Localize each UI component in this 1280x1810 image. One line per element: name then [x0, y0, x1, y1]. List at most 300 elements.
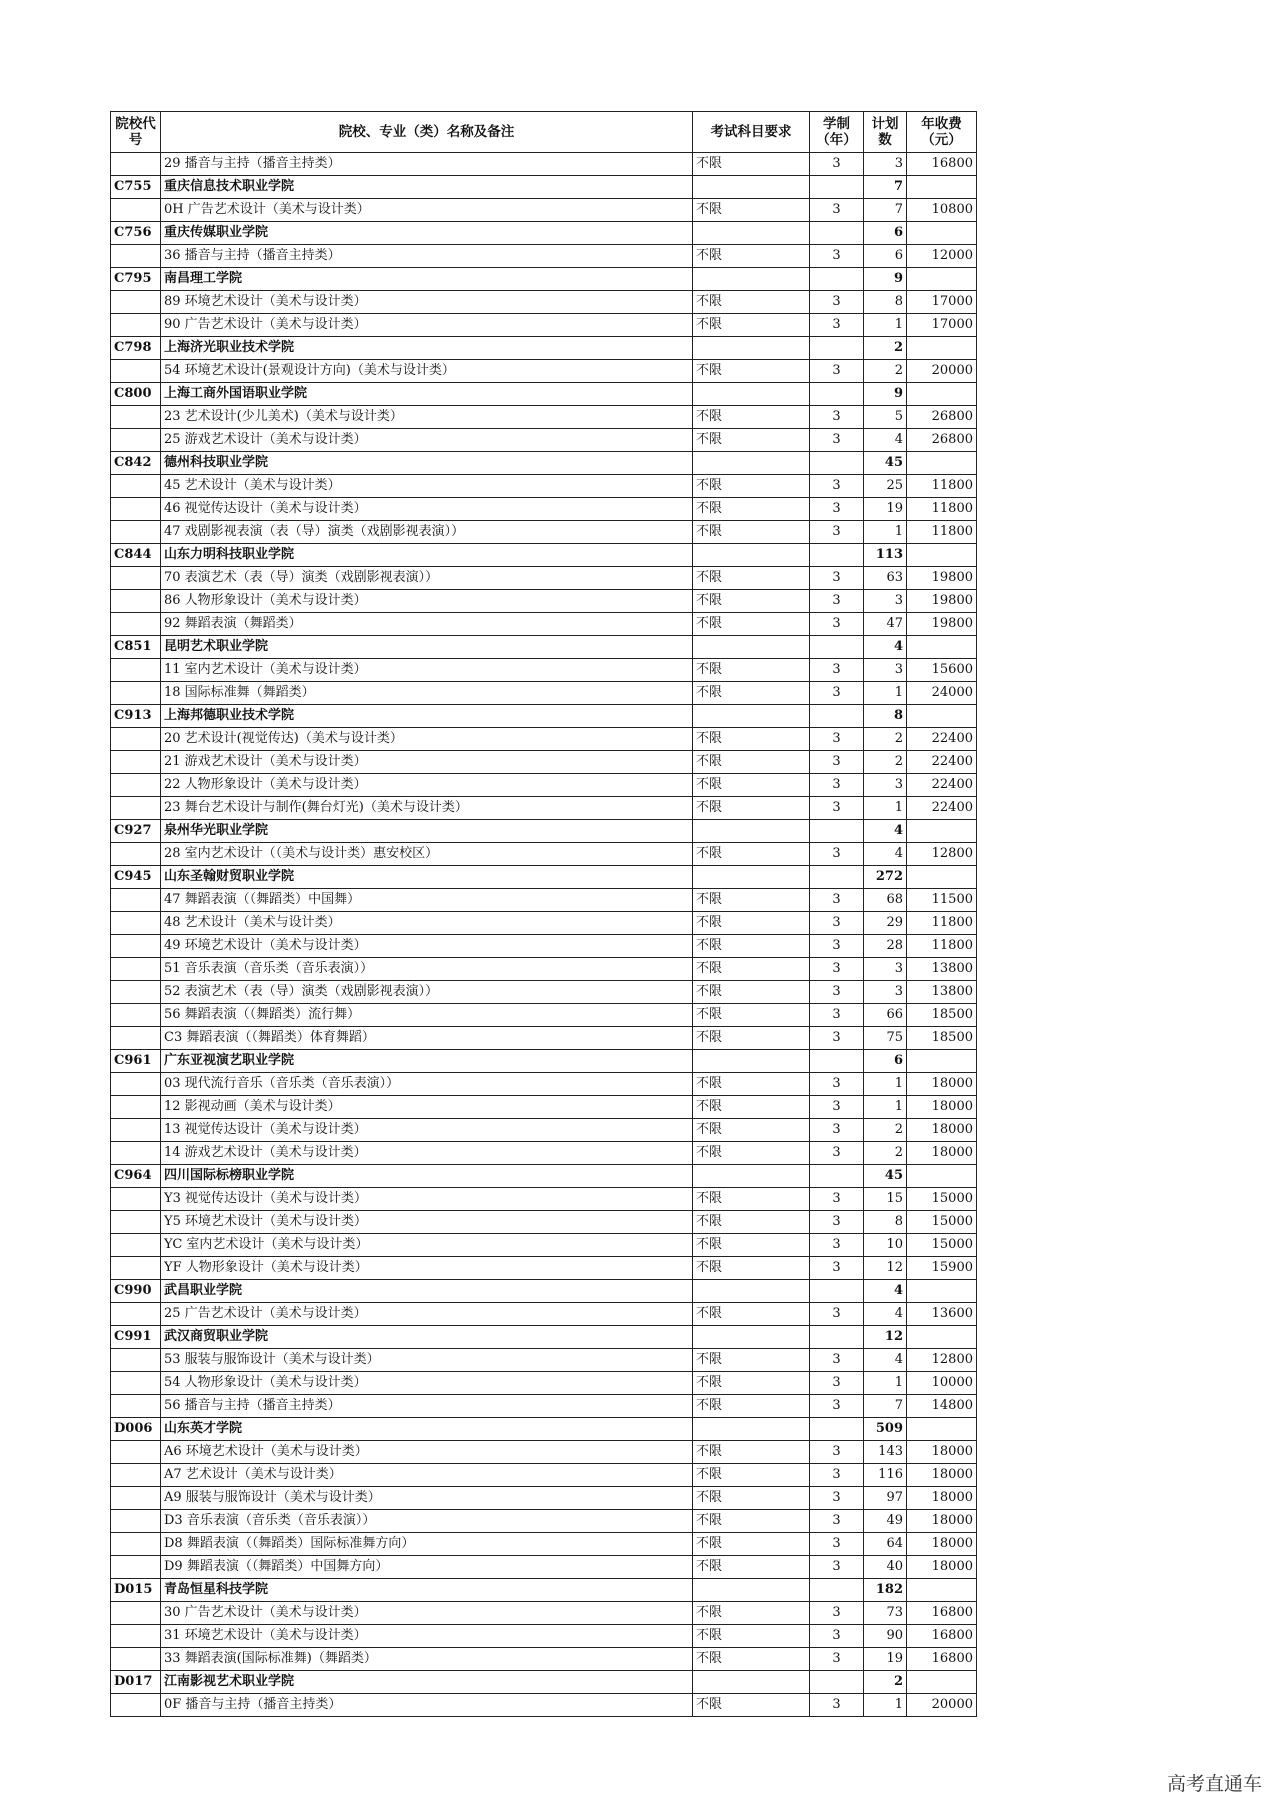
admission-plan-table	[110, 111, 977, 1717]
annual-fee-cell	[907, 222, 977, 245]
school-code-cell	[111, 1556, 161, 1579]
name-cell: 30 广告艺术设计（美术与设计类）	[161, 1602, 693, 1625]
school-code-cell	[111, 429, 161, 452]
name-cell: D3 音乐表演（音乐类（音乐表演））	[161, 1510, 693, 1533]
years-cell	[810, 1280, 864, 1303]
plan-count-cell: 1	[864, 1372, 907, 1395]
name-cell: 山东英才学院	[161, 1418, 693, 1441]
school-row	[111, 268, 977, 291]
school-code-cell	[111, 567, 161, 590]
plan-count-cell: 3	[864, 659, 907, 682]
annual-fee-cell: 16800	[907, 153, 977, 176]
annual-fee-cell: 18500	[907, 1027, 977, 1050]
annual-fee-cell	[907, 1418, 977, 1441]
plan-count-cell: 182	[864, 1579, 907, 1602]
major-row	[111, 406, 977, 429]
school-code-cell	[111, 1510, 161, 1533]
name-cell: 四川国际标榜职业学院	[161, 1165, 693, 1188]
school-code-cell	[111, 1211, 161, 1234]
exam-requirement-cell: 不限	[693, 1234, 810, 1257]
plan-count-cell: 8	[864, 705, 907, 728]
years-cell	[810, 383, 864, 406]
name-cell: 28 室内艺术设计（（美术与设计类）惠安校区）	[161, 843, 693, 866]
years-cell	[810, 222, 864, 245]
exam-requirement-cell	[693, 383, 810, 406]
exam-requirement-cell: 不限	[693, 498, 810, 521]
plan-count-cell: 19	[864, 498, 907, 521]
annual-fee-cell: 22400	[907, 774, 977, 797]
header-exam-requirement: 考试科目要求	[693, 112, 810, 153]
major-row	[111, 291, 977, 314]
years-cell: 3	[810, 567, 864, 590]
exam-requirement-cell: 不限	[693, 1349, 810, 1372]
plan-count-cell: 97	[864, 1487, 907, 1510]
name-cell: 泉州华光职业学院	[161, 820, 693, 843]
plan-count-cell: 3	[864, 981, 907, 1004]
exam-requirement-cell: 不限	[693, 659, 810, 682]
name-cell: 47 戏剧影视表演（表（导）演类（戏剧影视表演））	[161, 521, 693, 544]
annual-fee-cell: 16800	[907, 1625, 977, 1648]
years-cell: 3	[810, 291, 864, 314]
school-row	[111, 1165, 977, 1188]
school-code-cell: D017	[111, 1671, 161, 1694]
school-code-cell	[111, 981, 161, 1004]
exam-requirement-cell: 不限	[693, 958, 810, 981]
name-cell: 0F 播音与主持（播音主持类）	[161, 1694, 693, 1717]
exam-requirement-cell: 不限	[693, 1487, 810, 1510]
years-cell: 3	[810, 843, 864, 866]
plan-count-cell: 1	[864, 797, 907, 820]
annual-fee-cell: 22400	[907, 728, 977, 751]
exam-requirement-cell: 不限	[693, 429, 810, 452]
major-row	[111, 567, 977, 590]
plan-count-cell: 1	[864, 521, 907, 544]
exam-requirement-cell: 不限	[693, 843, 810, 866]
major-row	[111, 521, 977, 544]
plan-count-cell: 90	[864, 1625, 907, 1648]
name-cell: 45 艺术设计（美术与设计类）	[161, 475, 693, 498]
annual-fee-cell	[907, 1280, 977, 1303]
name-cell: 51 音乐表演（音乐类（音乐表演））	[161, 958, 693, 981]
major-row	[111, 682, 977, 705]
school-code-cell	[111, 728, 161, 751]
exam-requirement-cell: 不限	[693, 475, 810, 498]
school-code-cell: C795	[111, 268, 161, 291]
years-cell: 3	[810, 912, 864, 935]
name-cell: 武昌职业学院	[161, 1280, 693, 1303]
plan-count-cell: 7	[864, 1395, 907, 1418]
school-code-cell: D015	[111, 1579, 161, 1602]
plan-count-cell: 66	[864, 1004, 907, 1027]
school-code-cell	[111, 1027, 161, 1050]
major-row	[111, 1234, 977, 1257]
school-code-cell	[111, 1096, 161, 1119]
header-years: 学制（年）	[810, 112, 864, 153]
years-cell: 3	[810, 889, 864, 912]
annual-fee-cell: 11800	[907, 498, 977, 521]
exam-requirement-cell: 不限	[693, 889, 810, 912]
name-cell: Y3 视觉传达设计（美术与设计类）	[161, 1188, 693, 1211]
school-code-cell	[111, 498, 161, 521]
name-cell: 上海邦德职业技术学院	[161, 705, 693, 728]
major-row	[111, 1556, 977, 1579]
years-cell: 3	[810, 935, 864, 958]
annual-fee-cell: 19800	[907, 613, 977, 636]
major-row	[111, 1211, 977, 1234]
years-cell: 3	[810, 751, 864, 774]
major-row	[111, 728, 977, 751]
plan-count-cell: 143	[864, 1441, 907, 1464]
plan-count-cell: 4	[864, 1303, 907, 1326]
school-code-cell	[111, 659, 161, 682]
years-cell: 3	[810, 1211, 864, 1234]
school-code-cell	[111, 1372, 161, 1395]
years-cell	[810, 176, 864, 199]
school-code-cell	[111, 751, 161, 774]
header-annual-fee: 年收费（元）	[907, 112, 977, 153]
school-code-cell	[111, 774, 161, 797]
exam-requirement-cell: 不限	[693, 245, 810, 268]
name-cell: 54 人物形象设计（美术与设计类）	[161, 1372, 693, 1395]
name-cell: 46 视觉传达设计（美术与设计类）	[161, 498, 693, 521]
name-cell: 0H 广告艺术设计（美术与设计类）	[161, 199, 693, 222]
name-cell: 广东亚视演艺职业学院	[161, 1050, 693, 1073]
annual-fee-cell	[907, 544, 977, 567]
exam-requirement-cell: 不限	[693, 1188, 810, 1211]
name-cell: D9 舞蹈表演（（舞蹈类）中国舞方向）	[161, 1556, 693, 1579]
major-row	[111, 1004, 977, 1027]
name-cell: 03 现代流行音乐（音乐类（音乐表演））	[161, 1073, 693, 1096]
exam-requirement-cell: 不限	[693, 1142, 810, 1165]
plan-count-cell: 75	[864, 1027, 907, 1050]
name-cell: 14 游戏艺术设计（美术与设计类）	[161, 1142, 693, 1165]
exam-requirement-cell: 不限	[693, 291, 810, 314]
school-row	[111, 452, 977, 475]
years-cell: 3	[810, 774, 864, 797]
school-code-cell	[111, 682, 161, 705]
annual-fee-cell: 18000	[907, 1119, 977, 1142]
exam-requirement-cell: 不限	[693, 1211, 810, 1234]
years-cell: 3	[810, 1648, 864, 1671]
annual-fee-cell	[907, 866, 977, 889]
annual-fee-cell: 11800	[907, 475, 977, 498]
school-code-cell	[111, 1395, 161, 1418]
exam-requirement-cell: 不限	[693, 1257, 810, 1280]
major-row	[111, 360, 977, 383]
school-code-cell	[111, 590, 161, 613]
years-cell	[810, 1579, 864, 1602]
annual-fee-cell: 24000	[907, 682, 977, 705]
years-cell: 3	[810, 1625, 864, 1648]
school-row	[111, 1326, 977, 1349]
plan-count-cell: 2	[864, 728, 907, 751]
years-cell: 3	[810, 153, 864, 176]
major-row	[111, 958, 977, 981]
years-cell: 3	[810, 429, 864, 452]
years-cell: 3	[810, 1004, 864, 1027]
years-cell: 3	[810, 475, 864, 498]
name-cell: 92 舞蹈表演（舞蹈类）	[161, 613, 693, 636]
name-cell: 89 环境艺术设计（美术与设计类）	[161, 291, 693, 314]
name-cell: 21 游戏艺术设计（美术与设计类）	[161, 751, 693, 774]
school-code-cell	[111, 1234, 161, 1257]
annual-fee-cell	[907, 176, 977, 199]
name-cell: 11 室内艺术设计（美术与设计类）	[161, 659, 693, 682]
name-cell: 20 艺术设计(视觉传达)（美术与设计类）	[161, 728, 693, 751]
name-cell: 49 环境艺术设计（美术与设计类）	[161, 935, 693, 958]
name-cell: 31 环境艺术设计（美术与设计类）	[161, 1625, 693, 1648]
annual-fee-cell: 10000	[907, 1372, 977, 1395]
annual-fee-cell: 18000	[907, 1441, 977, 1464]
years-cell	[810, 268, 864, 291]
school-code-cell: C798	[111, 337, 161, 360]
name-cell: 25 广告艺术设计（美术与设计类）	[161, 1303, 693, 1326]
annual-fee-cell: 16800	[907, 1602, 977, 1625]
years-cell: 3	[810, 1602, 864, 1625]
years-cell: 3	[810, 1487, 864, 1510]
years-cell	[810, 866, 864, 889]
school-code-cell: C842	[111, 452, 161, 475]
annual-fee-cell: 15000	[907, 1234, 977, 1257]
plan-count-cell: 4	[864, 820, 907, 843]
plan-count-cell: 272	[864, 866, 907, 889]
plan-count-cell: 4	[864, 429, 907, 452]
major-row	[111, 774, 977, 797]
school-code-cell	[111, 314, 161, 337]
school-code-cell	[111, 797, 161, 820]
exam-requirement-cell	[693, 1280, 810, 1303]
exam-requirement-cell: 不限	[693, 360, 810, 383]
school-row	[111, 1579, 977, 1602]
exam-requirement-cell	[693, 337, 810, 360]
annual-fee-cell: 15900	[907, 1257, 977, 1280]
major-row	[111, 1533, 977, 1556]
major-row	[111, 1096, 977, 1119]
plan-count-cell: 29	[864, 912, 907, 935]
major-row	[111, 1027, 977, 1050]
annual-fee-cell: 22400	[907, 797, 977, 820]
school-row	[111, 866, 977, 889]
annual-fee-cell: 17000	[907, 291, 977, 314]
school-row	[111, 222, 977, 245]
annual-fee-cell: 13800	[907, 958, 977, 981]
years-cell	[810, 452, 864, 475]
exam-requirement-cell: 不限	[693, 1303, 810, 1326]
school-code-cell	[111, 912, 161, 935]
exam-requirement-cell: 不限	[693, 1694, 810, 1717]
plan-count-cell: 113	[864, 544, 907, 567]
years-cell: 3	[810, 1510, 864, 1533]
years-cell: 3	[810, 958, 864, 981]
school-code-cell	[111, 1625, 161, 1648]
annual-fee-cell: 19800	[907, 590, 977, 613]
school-code-cell: C756	[111, 222, 161, 245]
school-code-cell	[111, 958, 161, 981]
school-code-cell: C800	[111, 383, 161, 406]
school-code-cell: D006	[111, 1418, 161, 1441]
school-code-cell: C844	[111, 544, 161, 567]
exam-requirement-cell	[693, 1671, 810, 1694]
years-cell: 3	[810, 1694, 864, 1717]
major-row	[111, 843, 977, 866]
plan-count-cell: 19	[864, 1648, 907, 1671]
school-row	[111, 1671, 977, 1694]
plan-count-cell: 9	[864, 383, 907, 406]
exam-requirement-cell: 不限	[693, 1027, 810, 1050]
years-cell: 3	[810, 1027, 864, 1050]
annual-fee-cell: 22400	[907, 751, 977, 774]
exam-requirement-cell: 不限	[693, 153, 810, 176]
header-name: 院校、专业（类）名称及备注	[161, 112, 693, 153]
annual-fee-cell	[907, 1579, 977, 1602]
years-cell	[810, 820, 864, 843]
exam-requirement-cell	[693, 636, 810, 659]
plan-count-cell: 1	[864, 1694, 907, 1717]
plan-count-cell: 7	[864, 199, 907, 222]
name-cell: 山东圣翰财贸职业学院	[161, 866, 693, 889]
years-cell: 3	[810, 1464, 864, 1487]
years-cell: 3	[810, 1119, 864, 1142]
school-row	[111, 176, 977, 199]
school-code-cell	[111, 889, 161, 912]
school-code-cell	[111, 153, 161, 176]
exam-requirement-cell: 不限	[693, 613, 810, 636]
name-cell: 29 播音与主持（播音主持类）	[161, 153, 693, 176]
exam-requirement-cell	[693, 222, 810, 245]
years-cell: 3	[810, 1234, 864, 1257]
plan-count-cell: 116	[864, 1464, 907, 1487]
years-cell: 3	[810, 1349, 864, 1372]
school-row	[111, 1050, 977, 1073]
major-row	[111, 1694, 977, 1717]
annual-fee-cell: 18000	[907, 1464, 977, 1487]
years-cell: 3	[810, 590, 864, 613]
annual-fee-cell: 18000	[907, 1487, 977, 1510]
plan-count-cell: 1	[864, 314, 907, 337]
major-row	[111, 935, 977, 958]
name-cell: A7 艺术设计（美术与设计类）	[161, 1464, 693, 1487]
major-row	[111, 1464, 977, 1487]
footer-watermark: 高考直通车	[1166, 1773, 1262, 1795]
name-cell: 54 环境艺术设计(景观设计方向)（美术与设计类）	[161, 360, 693, 383]
school-code-cell: C961	[111, 1050, 161, 1073]
name-cell: 53 服装与服饰设计（美术与设计类）	[161, 1349, 693, 1372]
exam-requirement-cell: 不限	[693, 751, 810, 774]
major-row	[111, 1441, 977, 1464]
exam-requirement-cell: 不限	[693, 1395, 810, 1418]
exam-requirement-cell: 不限	[693, 1073, 810, 1096]
major-row	[111, 751, 977, 774]
name-cell: 上海济光职业技术学院	[161, 337, 693, 360]
plan-count-cell: 47	[864, 613, 907, 636]
name-cell: YC 室内艺术设计（美术与设计类）	[161, 1234, 693, 1257]
plan-count-cell: 45	[864, 452, 907, 475]
school-code-cell: C964	[111, 1165, 161, 1188]
school-code-cell	[111, 613, 161, 636]
plan-count-cell: 9	[864, 268, 907, 291]
years-cell: 3	[810, 521, 864, 544]
years-cell	[810, 1671, 864, 1694]
plan-count-cell: 64	[864, 1533, 907, 1556]
school-code-cell: C913	[111, 705, 161, 728]
name-cell: 36 播音与主持（播音主持类）	[161, 245, 693, 268]
school-code-cell	[111, 935, 161, 958]
plan-count-cell: 3	[864, 958, 907, 981]
exam-requirement-cell: 不限	[693, 981, 810, 1004]
annual-fee-cell: 11800	[907, 521, 977, 544]
major-row	[111, 429, 977, 452]
annual-fee-cell	[907, 820, 977, 843]
name-cell: 70 表演艺术（表（导）演类（戏剧影视表演））	[161, 567, 693, 590]
header-school-code: 院校代号	[111, 112, 161, 153]
name-cell: 山东力明科技职业学院	[161, 544, 693, 567]
major-row	[111, 1257, 977, 1280]
years-cell: 3	[810, 682, 864, 705]
plan-count-cell: 68	[864, 889, 907, 912]
exam-requirement-cell: 不限	[693, 1119, 810, 1142]
years-cell: 3	[810, 199, 864, 222]
name-cell: 德州科技职业学院	[161, 452, 693, 475]
exam-requirement-cell	[693, 176, 810, 199]
plan-count-cell: 4	[864, 1349, 907, 1372]
name-cell: 86 人物形象设计（美术与设计类）	[161, 590, 693, 613]
name-cell: 33 舞蹈表演(国际标准舞)（舞蹈类）	[161, 1648, 693, 1671]
annual-fee-cell: 18000	[907, 1510, 977, 1533]
school-code-cell	[111, 1487, 161, 1510]
years-cell: 3	[810, 613, 864, 636]
school-code-cell	[111, 1188, 161, 1211]
annual-fee-cell: 19800	[907, 567, 977, 590]
plan-count-cell: 6	[864, 1050, 907, 1073]
years-cell: 3	[810, 406, 864, 429]
plan-count-cell: 509	[864, 1418, 907, 1441]
plan-count-cell: 15	[864, 1188, 907, 1211]
name-cell: 22 人物形象设计（美术与设计类）	[161, 774, 693, 797]
annual-fee-cell	[907, 705, 977, 728]
plan-count-cell: 2	[864, 1119, 907, 1142]
major-row	[111, 981, 977, 1004]
plan-count-cell: 4	[864, 636, 907, 659]
major-row	[111, 1119, 977, 1142]
name-cell: 昆明艺术职业学院	[161, 636, 693, 659]
name-cell: YF 人物形象设计（美术与设计类）	[161, 1257, 693, 1280]
school-code-cell: C990	[111, 1280, 161, 1303]
school-code-cell	[111, 1257, 161, 1280]
plan-count-cell: 2	[864, 751, 907, 774]
annual-fee-cell: 10800	[907, 199, 977, 222]
plan-count-cell: 6	[864, 245, 907, 268]
exam-requirement-cell	[693, 1418, 810, 1441]
school-code-cell	[111, 1464, 161, 1487]
plan-count-cell: 2	[864, 1142, 907, 1165]
annual-fee-cell	[907, 268, 977, 291]
plan-count-cell: 63	[864, 567, 907, 590]
major-row	[111, 1188, 977, 1211]
annual-fee-cell: 12800	[907, 843, 977, 866]
major-row	[111, 245, 977, 268]
school-row	[111, 383, 977, 406]
plan-count-cell: 12	[864, 1257, 907, 1280]
name-cell: Y5 环境艺术设计（美术与设计类）	[161, 1211, 693, 1234]
exam-requirement-cell: 不限	[693, 912, 810, 935]
exam-requirement-cell: 不限	[693, 1648, 810, 1671]
name-cell: 青岛恒星科技学院	[161, 1579, 693, 1602]
annual-fee-cell: 13600	[907, 1303, 977, 1326]
years-cell: 3	[810, 314, 864, 337]
plan-count-cell: 2	[864, 337, 907, 360]
school-code-cell	[111, 1602, 161, 1625]
school-code-cell	[111, 1004, 161, 1027]
